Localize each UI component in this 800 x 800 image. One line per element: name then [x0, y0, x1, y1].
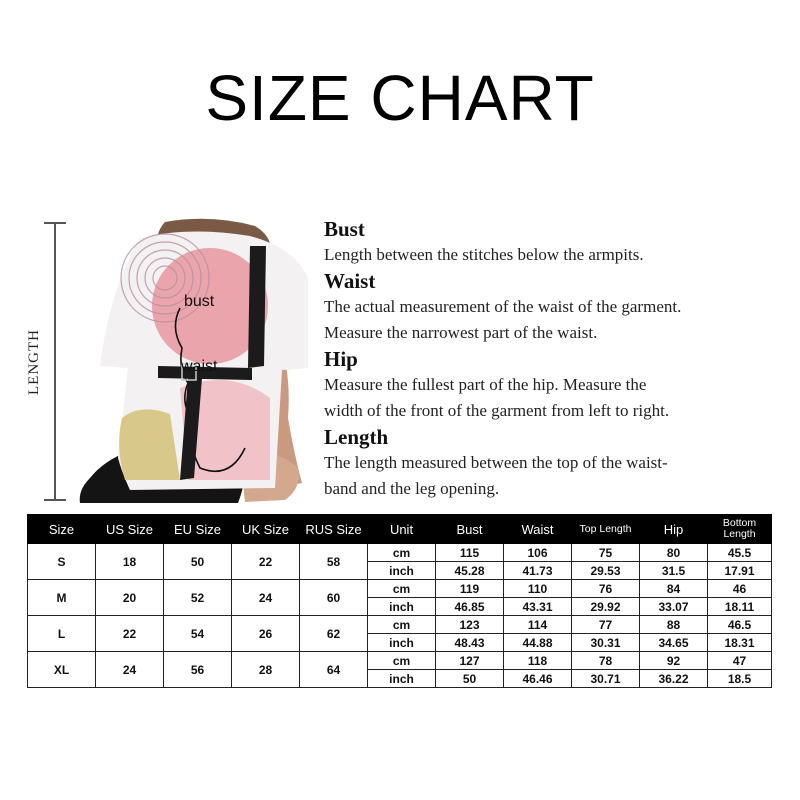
waist-label: waist	[181, 358, 218, 375]
hip-cell: 80	[640, 544, 708, 562]
rus-size-cell: 64	[300, 652, 368, 688]
column-header: Waist	[504, 515, 572, 544]
bottom-length-cell: 17.91	[708, 562, 772, 580]
eu-size-cell: 56	[164, 652, 232, 688]
definition-term: Hip	[324, 347, 358, 371]
bust-cell: 119	[436, 580, 504, 598]
definition-length	[324, 424, 794, 502]
eu-size-cell: 50	[164, 544, 232, 580]
bust-cell: 127	[436, 652, 504, 670]
length-ruler	[54, 223, 56, 501]
hip-cell: 31.5	[640, 562, 708, 580]
size-cell: XL	[28, 652, 96, 688]
definition-term: Waist	[324, 269, 376, 293]
definition-text: Measure the narrowest part of the waist.	[324, 323, 598, 342]
size-cell: L	[28, 616, 96, 652]
bust-label: bust	[184, 293, 215, 310]
top-length-cell: 75	[572, 544, 640, 562]
uk-size-cell: 26	[232, 616, 300, 652]
bust-cell: 50	[436, 670, 504, 688]
unit-cell: cm	[368, 544, 436, 562]
us-size-cell: 24	[96, 652, 164, 688]
top-length-cell: 77	[572, 616, 640, 634]
column-header: Size	[28, 515, 96, 544]
hip-cell: 36.22	[640, 670, 708, 688]
definition-waist	[324, 268, 794, 346]
definition-text: Length between the stitches below the armpits.	[324, 245, 644, 264]
column-header: RUS Size	[300, 515, 368, 544]
top-length-cell: 30.71	[572, 670, 640, 688]
unit-cell: inch	[368, 634, 436, 652]
rus-size-cell: 62	[300, 616, 368, 652]
definition-text: width of the front of the garment from left to right.	[324, 401, 670, 420]
definition-text: The length measured between the top of the waist-	[324, 453, 668, 472]
definition-text: Measure the fullest part of the hip. Measure the	[324, 375, 647, 394]
hip-cell: 33.07	[640, 598, 708, 616]
waist-cell: 114	[504, 616, 572, 634]
table-row	[28, 544, 772, 562]
column-header: Bust	[436, 515, 504, 544]
definition-text: The actual measurement of the waist of the garment.	[324, 297, 682, 316]
us-size-cell: 20	[96, 580, 164, 616]
ruler-label: LENGTH	[26, 329, 42, 395]
page-title: SIZE CHART	[205, 62, 595, 134]
waist-cell: 44.88	[504, 634, 572, 652]
table-header-row	[28, 515, 772, 544]
bottom-length-cell: 45.5	[708, 544, 772, 562]
unit-cell: cm	[368, 580, 436, 598]
unit-cell: cm	[368, 616, 436, 634]
uk-size-cell: 28	[232, 652, 300, 688]
column-header: US Size	[96, 515, 164, 544]
us-size-cell: 18	[96, 544, 164, 580]
unit-cell: inch	[368, 598, 436, 616]
hip-cell: 92	[640, 652, 708, 670]
size-cell: S	[28, 544, 96, 580]
measurement-definitions	[324, 216, 794, 502]
unit-cell: inch	[368, 670, 436, 688]
eu-size-cell: 52	[164, 580, 232, 616]
hip-cell: 88	[640, 616, 708, 634]
waist-cell: 110	[504, 580, 572, 598]
top-length-cell: 76	[572, 580, 640, 598]
waist-cell: 118	[504, 652, 572, 670]
top-length-cell: 29.92	[572, 598, 640, 616]
bottom-length-cell: 18.11	[708, 598, 772, 616]
top-length-cell: 78	[572, 652, 640, 670]
column-header: Top Length	[572, 515, 640, 544]
bottom-length-cell: 18.5	[708, 670, 772, 688]
definition-term: Bust	[324, 217, 365, 241]
bust-cell: 46.85	[436, 598, 504, 616]
top-length-cell: 30.31	[572, 634, 640, 652]
bust-cell: 45.28	[436, 562, 504, 580]
bottom-length-cell: 46.5	[708, 616, 772, 634]
definition-term: Length	[324, 425, 389, 449]
bottom-length-cell: 18.31	[708, 634, 772, 652]
ruler-bottom-cap	[44, 499, 66, 501]
bottom-length-cell: 46	[708, 580, 772, 598]
waist-cell: 106	[504, 544, 572, 562]
column-header: Hip	[640, 515, 708, 544]
waist-cell: 46.46	[504, 670, 572, 688]
unit-cell: cm	[368, 652, 436, 670]
bust-cell: 123	[436, 616, 504, 634]
table-body	[28, 544, 772, 688]
table-row	[28, 652, 772, 670]
table-row	[28, 616, 772, 634]
eu-size-cell: 54	[164, 616, 232, 652]
hip-cell: 84	[640, 580, 708, 598]
size-cell: M	[28, 580, 96, 616]
column-header: EU Size	[164, 515, 232, 544]
bottom-length-cell: 47	[708, 652, 772, 670]
column-header: Unit	[368, 515, 436, 544]
ruler-top-cap	[44, 222, 66, 224]
waist-cell: 43.31	[504, 598, 572, 616]
top-length-cell: 29.53	[572, 562, 640, 580]
definition-text: band and the leg opening.	[324, 479, 500, 498]
column-header: UK Size	[232, 515, 300, 544]
waist-cell: 41.73	[504, 562, 572, 580]
uk-size-cell: 24	[232, 580, 300, 616]
definition-hip	[324, 346, 794, 424]
column-header: Bottom Length	[708, 515, 772, 544]
size-table	[27, 514, 772, 688]
bust-cell: 48.43	[436, 634, 504, 652]
us-size-cell: 22	[96, 616, 164, 652]
rus-size-cell: 58	[300, 544, 368, 580]
unit-cell: inch	[368, 562, 436, 580]
uk-size-cell: 22	[232, 544, 300, 580]
hip-cell: 34.65	[640, 634, 708, 652]
rus-size-cell: 60	[300, 580, 368, 616]
definition-bust	[324, 216, 794, 268]
table-row	[28, 580, 772, 598]
bust-cell: 115	[436, 544, 504, 562]
